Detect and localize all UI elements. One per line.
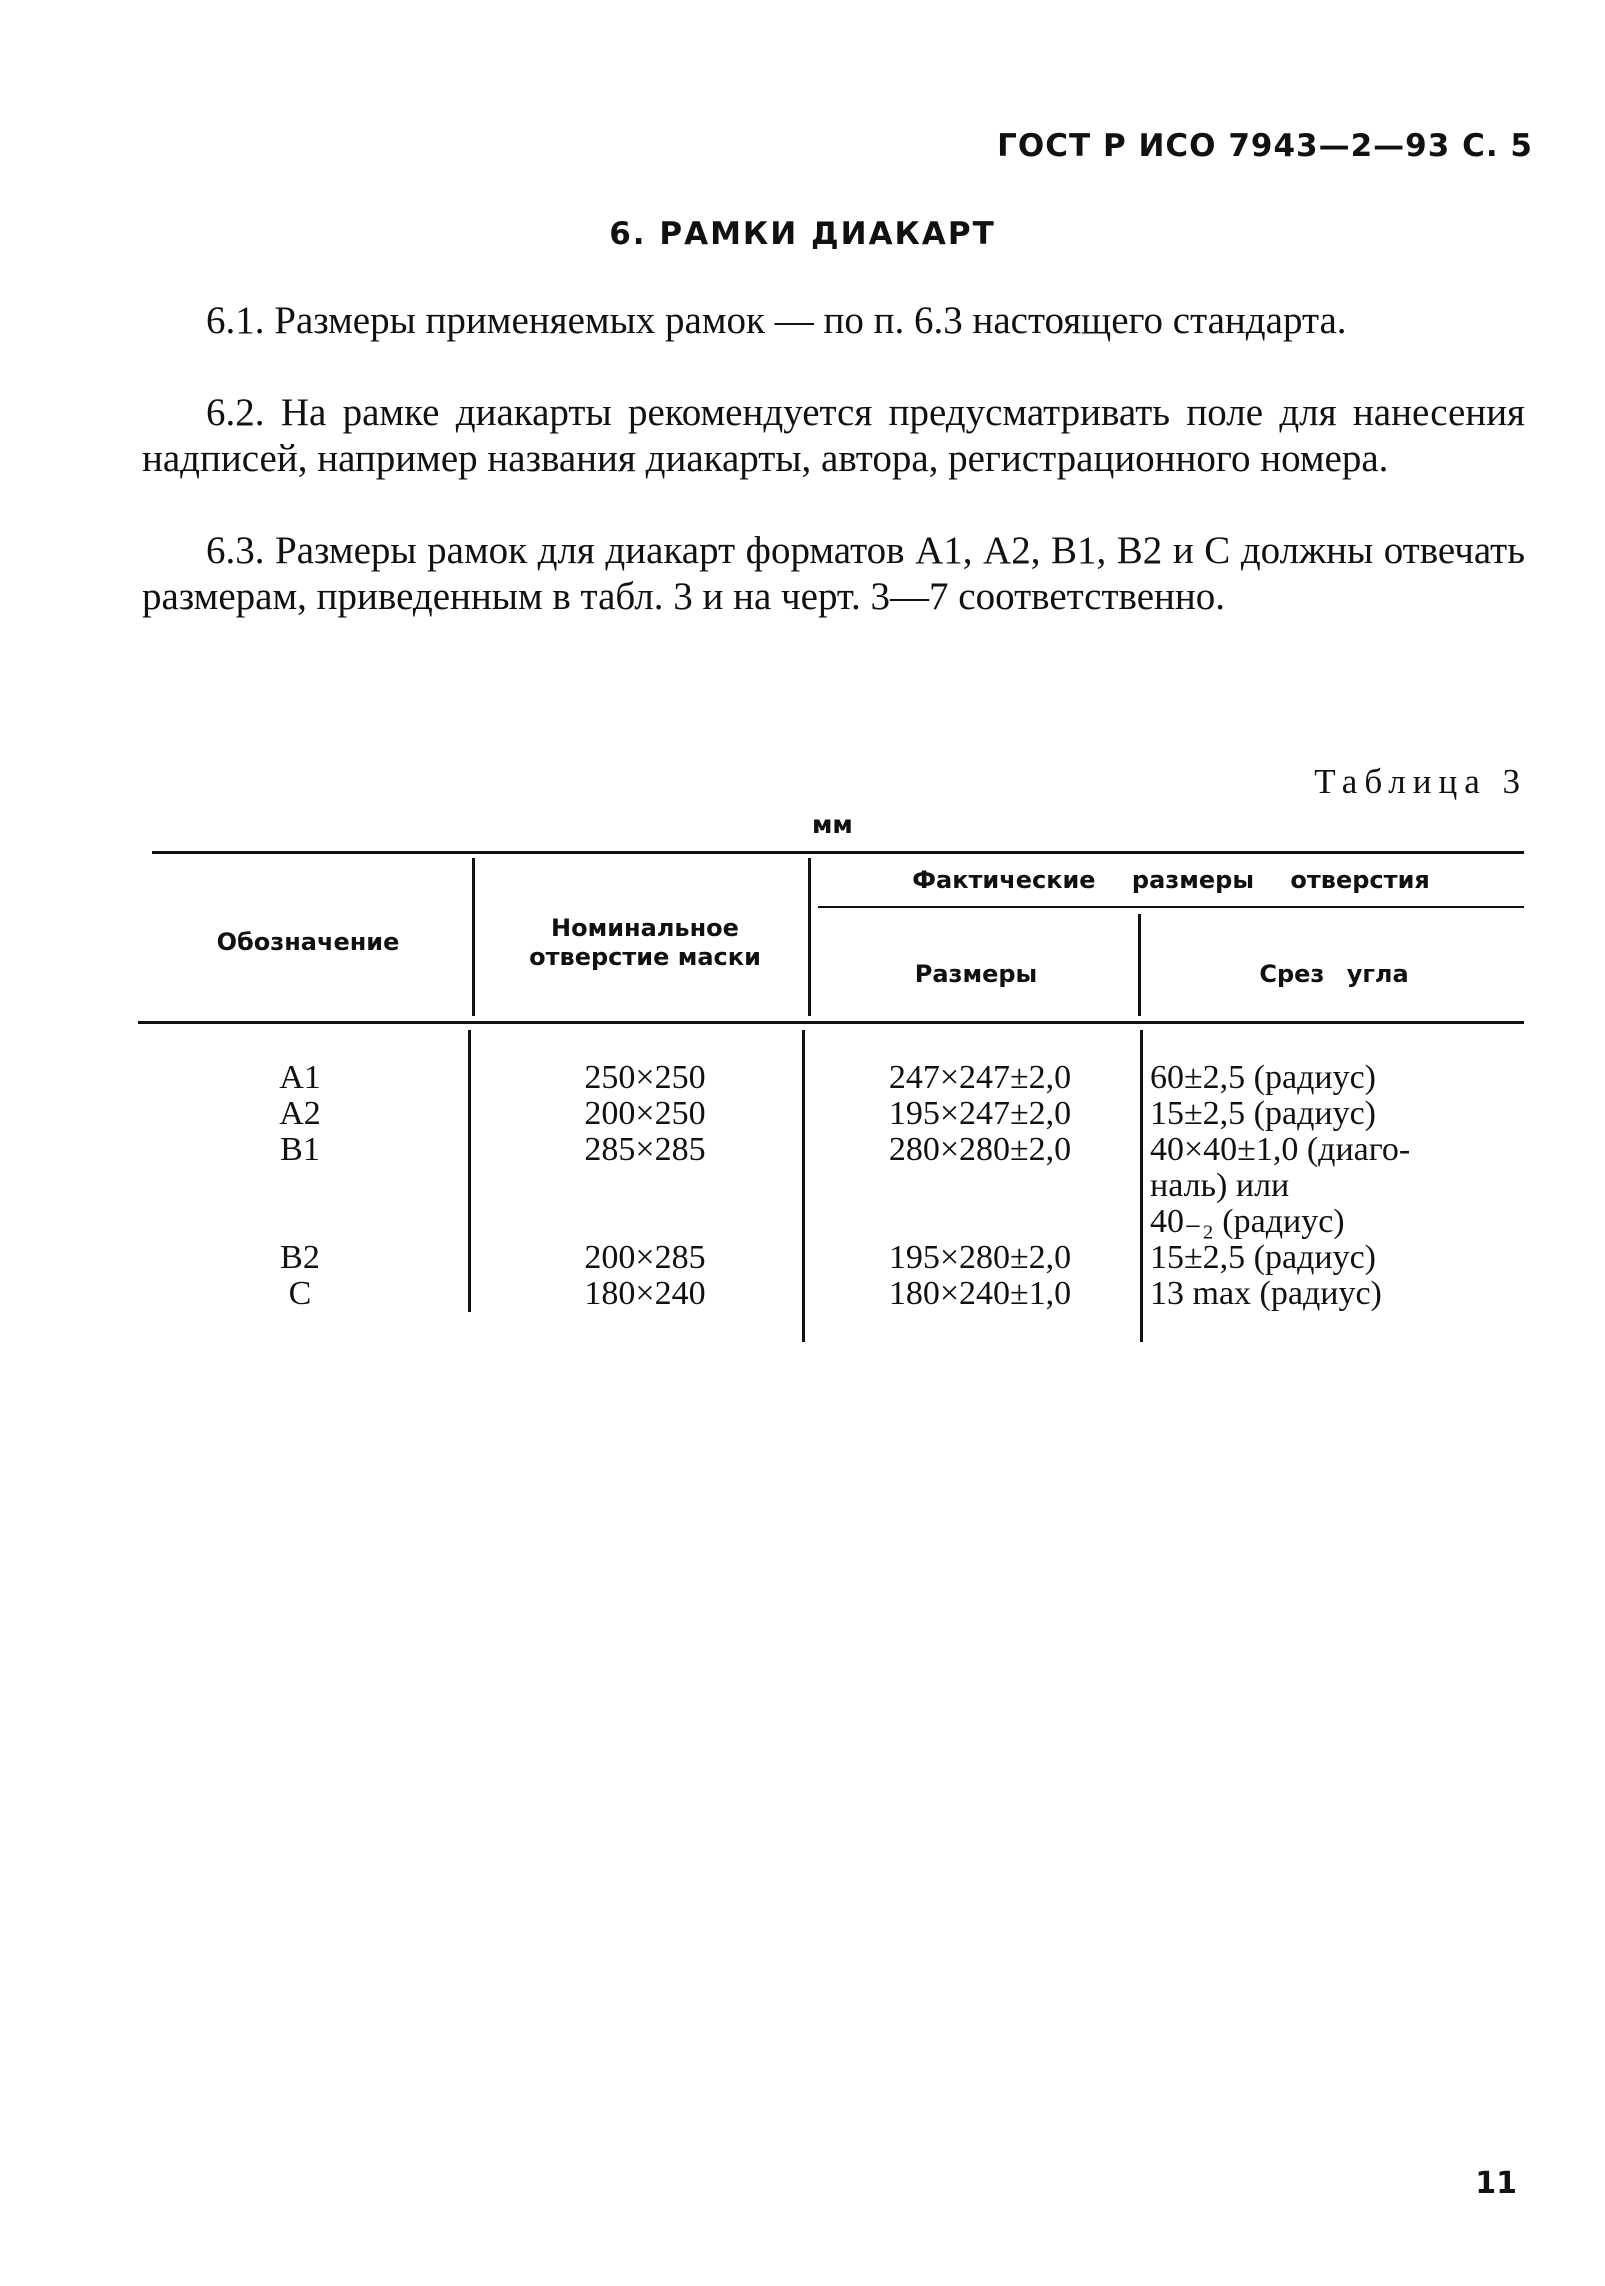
column-nominal xyxy=(520,1060,770,1312)
table-header-bottom-rule xyxy=(138,1021,1524,1024)
table-column-divider xyxy=(1140,1030,1143,1342)
cell-corner-cut: 40×40±1,0 (диаго- xyxy=(1150,1131,1411,1168)
column-sizes xyxy=(830,1060,1130,1312)
column-designation xyxy=(200,1060,400,1312)
header-sizes: Размеры xyxy=(914,960,1038,988)
cell-designation: С xyxy=(288,1275,312,1312)
cell-nominal: 250×250 xyxy=(584,1059,706,1096)
cell-sizes: 180×240±1,0 xyxy=(888,1275,1072,1312)
header-actual-group: Фактические размеры отверстия xyxy=(912,866,1430,894)
cell-corner-cut: наль) или xyxy=(1150,1167,1290,1204)
cell-nominal: 285×285 xyxy=(584,1131,706,1168)
header-designation: Обозначение xyxy=(216,928,400,956)
table-column-divider xyxy=(472,858,475,1016)
table-top-rule xyxy=(152,851,1524,854)
table-subheader-rule xyxy=(818,906,1524,908)
page-number: 11 xyxy=(1475,2166,1517,2201)
cell-sizes: 247×247±2,0 xyxy=(888,1059,1072,1096)
cell-nominal: 180×240 xyxy=(584,1275,706,1312)
paragraph-text: Размеры применяемых рамок — по п. 6.3 настоящего стандарта. xyxy=(274,299,1347,342)
cell-designation: А2 xyxy=(279,1095,321,1132)
paragraph-6-2 xyxy=(142,390,1525,482)
paragraph-number: 6.3. xyxy=(206,529,265,572)
table-unit: мм xyxy=(812,810,853,839)
cell-corner-cut: 15±2,5 (радиус) xyxy=(1150,1239,1376,1276)
section-title: 6. РАМКИ ДИАКАРТ xyxy=(609,216,996,252)
table-column-divider xyxy=(1138,914,1141,1016)
cell-nominal: 200×250 xyxy=(584,1095,706,1132)
running-header: ГОСТ Р ИСО 7943—2—93 С. 5 xyxy=(997,128,1533,164)
column-corner-cut xyxy=(1150,1060,1520,1312)
table-column-divider xyxy=(808,858,811,1016)
paragraph-6-1 xyxy=(142,298,1525,344)
header-nominal: Номинальное отверстие маски xyxy=(529,914,761,971)
cell-sizes: 280×280±2,0 xyxy=(888,1131,1072,1168)
cell-corner-cut: 15±2,5 (радиус) xyxy=(1150,1095,1376,1132)
cell-designation: А1 xyxy=(279,1059,321,1096)
cell-nominal: 200×285 xyxy=(584,1239,706,1276)
cell-corner-cut: 13 max (радиус) xyxy=(1150,1275,1382,1312)
cell-sizes: 195×280±2,0 xyxy=(888,1239,1072,1276)
paragraph-text: На рамке диакарты рекомендуется предусматривать поле для нанесения надписей, например названия диакарты, автора, регистрационного номера. xyxy=(142,391,1525,480)
paragraph-number: 6.1. xyxy=(206,299,265,342)
cell-sizes: 195×247±2,0 xyxy=(888,1095,1072,1132)
cell-designation: В1 xyxy=(280,1131,320,1168)
paragraph-text: Размеры рамок для диакарт форматов А1, А2, В1, В2 и С должны отвечать размерам, приведенным в табл. 3 и на черт. 3—7 соответственно. xyxy=(142,529,1525,618)
paragraph-number: 6.2. xyxy=(206,391,265,434)
header-corner-cut: Срез угла xyxy=(1259,960,1409,988)
cell-designation: В2 xyxy=(280,1239,320,1276)
paragraph-6-3 xyxy=(142,528,1525,620)
cell-corner-cut: 40₋₂ (радиус) xyxy=(1150,1203,1345,1240)
table-column-divider xyxy=(468,1030,471,1312)
cell-corner-cut: 60±2,5 (радиус) xyxy=(1150,1059,1376,1096)
table-caption: Таблица 3 xyxy=(1314,762,1527,801)
table-column-divider xyxy=(802,1030,805,1342)
